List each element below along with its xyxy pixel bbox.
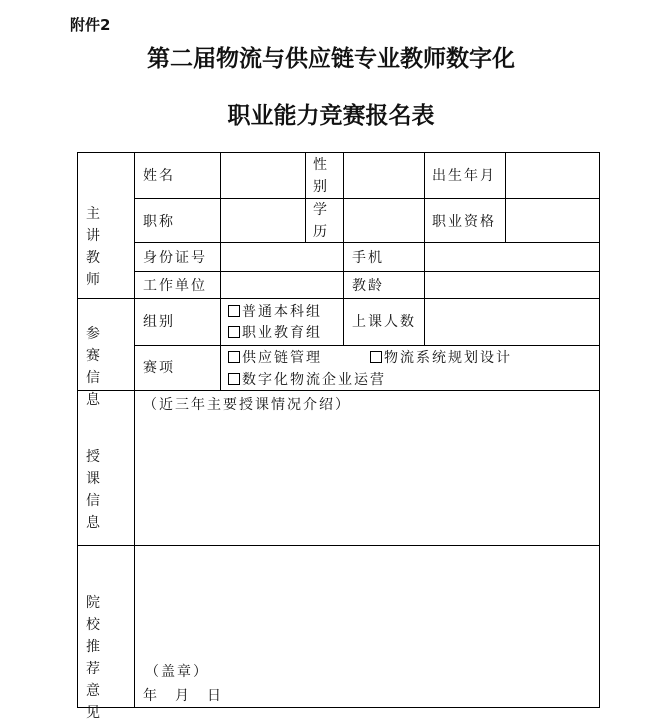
group-option-undergrad[interactable] — [228, 302, 322, 322]
title-field[interactable] — [221, 199, 304, 241]
event-option-digital-operations[interactable] — [228, 370, 386, 390]
grid-line — [77, 707, 599, 708]
education-field[interactable] — [344, 199, 423, 241]
section-school-text: 推荐 — [86, 639, 102, 677]
class-count-field[interactable] — [425, 299, 598, 344]
section-competition-text: 信息 — [86, 370, 102, 408]
class-count-label: 上课人数 — [352, 314, 416, 330]
teaching-hint: （近三年主要授课情况介绍） — [143, 397, 351, 413]
id-number-label: 身份证号 — [143, 250, 207, 266]
section-teacher-text: 教师 — [86, 250, 102, 288]
name-label: 姓名 — [143, 168, 175, 184]
section-school-text: 院校 — [86, 595, 102, 633]
seal-label: （盖章） — [145, 664, 209, 680]
group-option-label: 职业教育组 — [242, 325, 322, 341]
checkbox-icon[interactable] — [228, 351, 240, 363]
section-teacher-text: 主讲 — [86, 206, 102, 244]
qualification-field[interactable] — [506, 199, 598, 241]
grid-line — [134, 345, 599, 346]
checkbox-icon[interactable] — [228, 326, 240, 338]
grid-line — [77, 152, 78, 708]
phone-field[interactable] — [425, 243, 598, 270]
education-label-text: 学 — [313, 202, 329, 218]
section-school — [86, 592, 106, 724]
section-competition-text: 参赛 — [86, 326, 102, 364]
date-line: 年 月 日 — [143, 688, 223, 704]
school-opinion-field[interactable] — [135, 546, 598, 656]
event-option-logistics-planning[interactable] — [370, 348, 512, 368]
title-label: 职称 — [143, 214, 175, 230]
event-option-label: 数字化物流企业运营 — [242, 372, 386, 388]
teaching-years-label: 教龄 — [352, 278, 384, 294]
checkbox-icon[interactable] — [228, 305, 240, 317]
birth-label: 出生年月 — [432, 168, 496, 184]
gender-field[interactable] — [344, 153, 423, 197]
teaching-years-field[interactable] — [425, 272, 598, 297]
gender-label-text: 别 — [313, 179, 329, 195]
gender-label — [313, 154, 333, 198]
grid-line — [305, 152, 306, 242]
form-title-line-2: 职业能力竞赛报名表 — [227, 102, 435, 129]
checkbox-icon[interactable] — [228, 373, 240, 385]
section-teaching — [86, 446, 106, 534]
section-teaching-text: 授课 — [86, 449, 102, 487]
id-number-field[interactable] — [221, 243, 342, 270]
form-title-line-1: 第二届物流与供应链专业教师数字化 — [147, 45, 515, 72]
event-label: 赛项 — [143, 360, 175, 376]
gender-label-text: 性 — [313, 157, 329, 173]
section-competition — [86, 323, 106, 411]
grid-line — [599, 152, 600, 708]
attachment-label: 附件2 — [70, 16, 111, 34]
grid-line — [77, 390, 599, 391]
birth-field[interactable] — [506, 153, 598, 197]
education-label — [313, 199, 333, 243]
group-label: 组别 — [143, 314, 175, 330]
name-field[interactable] — [221, 153, 304, 197]
employer-label: 工作单位 — [143, 278, 207, 294]
checkbox-icon[interactable] — [370, 351, 382, 363]
group-option-label: 普通本科组 — [242, 304, 322, 320]
employer-field[interactable] — [221, 272, 342, 297]
section-school-text: 意见 — [86, 683, 102, 721]
event-option-label: 供应链管理 — [242, 350, 322, 366]
section-teaching-text: 信息 — [86, 493, 102, 531]
event-option-supply-chain[interactable] — [228, 348, 322, 368]
group-option-vocational[interactable] — [228, 323, 322, 343]
section-teacher — [86, 203, 106, 291]
qualification-label: 职业资格 — [432, 214, 496, 230]
phone-label: 手机 — [352, 250, 384, 266]
education-label-text: 历 — [313, 224, 329, 240]
teaching-info-field[interactable] — [135, 418, 598, 544]
event-option-label: 物流系统规划设计 — [384, 350, 512, 366]
